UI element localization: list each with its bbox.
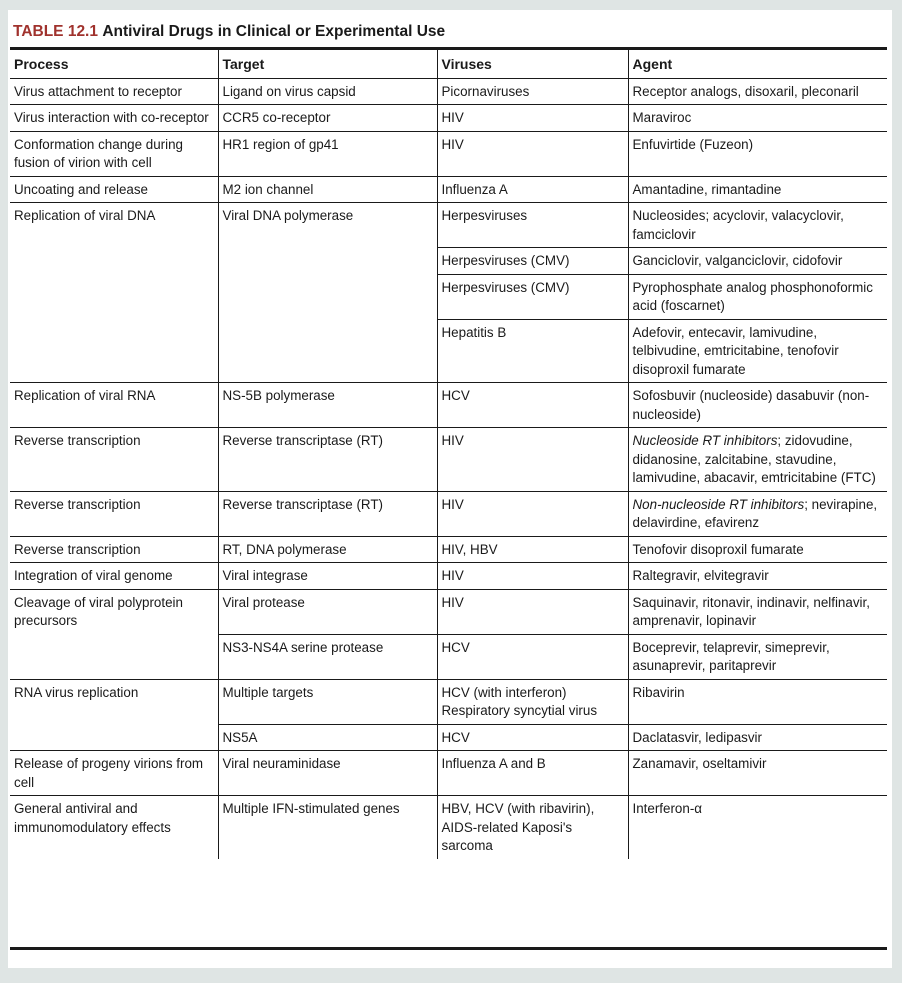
cell-agent: Interferon-α — [628, 796, 887, 859]
agent-list: ; zidovudine, didanosine, zalcitabine, stavudine, lamivudine, abacavir, emtricitabine (FTC) — [632, 433, 876, 485]
table-caption: Antiviral Drugs in Clinical or Experimental Use — [102, 23, 446, 40]
cell-agent: Daclatasvir, ledipasvir — [628, 724, 887, 751]
cell-viruses: Herpesviruses (CMV) — [437, 248, 628, 275]
cell-process: Virus attachment to receptor — [10, 78, 218, 105]
cell-viruses: Herpesviruses — [437, 203, 628, 248]
header-process: Process — [10, 50, 218, 78]
cell-process: Replication of viral DNA — [14, 208, 156, 223]
cell-viruses: Influenza A — [437, 176, 628, 203]
cell-viruses: HIV — [437, 491, 628, 536]
cell-viruses: HCV (with interferon) Respiratory syncytial virus — [437, 679, 628, 724]
cell-viruses: HIV — [437, 563, 628, 590]
cell-agent: Tenofovir disoproxil fumarate — [628, 536, 887, 563]
table-label: TABLE 12.1 — [13, 23, 98, 40]
table-row — [10, 536, 887, 563]
cell-viruses: HCV — [437, 634, 628, 679]
cell-agent: Raltegravir, elvitegravir — [628, 563, 887, 590]
cell-process: Replication of viral RNA — [10, 383, 218, 428]
table-row — [10, 796, 887, 859]
cell-target: Multiple IFN-stimulated genes — [218, 796, 437, 859]
cell-process: General antiviral and immunomodulatory effects — [14, 801, 171, 835]
cell-process: Conformation change during fusion of virion with cell — [10, 131, 218, 176]
agent-list: ; nevirapine, delavirdine, efavirenz — [632, 496, 878, 530]
cell-viruses: HBV, HCV (with ribavirin), AIDS-related Kaposi's sarcoma — [437, 796, 628, 859]
cell-target: RT, DNA polymerase — [218, 536, 437, 563]
cell-agent: Boceprevir, telaprevir, simeprevir, asunaprevir, paritaprevir — [628, 634, 887, 679]
cell-target: Viral neuraminidase — [218, 751, 437, 796]
table-row — [10, 589, 887, 634]
cell-agent: Adefovir, entecavir, lamivudine, telbivudine, emtricitabine, tenofovir disoproxil fumarate — [628, 319, 887, 383]
cell-process: Uncoating and release — [10, 176, 218, 203]
table-row — [10, 751, 887, 796]
cell-viruses: HCV — [437, 724, 628, 751]
table-row — [10, 428, 887, 492]
cell-process: Cleavage of viral polyprotein precursors — [14, 594, 183, 628]
table-row — [10, 383, 887, 428]
cell-target — [218, 248, 437, 275]
table-row — [10, 203, 887, 248]
cell-viruses: HCV — [437, 383, 628, 428]
cell-target: Reverse transcriptase (RT) — [218, 491, 437, 536]
cell-process — [10, 274, 218, 319]
cell-target: CCR5 co-receptor — [218, 105, 437, 132]
table-row — [10, 274, 887, 319]
table-row — [10, 634, 887, 679]
cell-agent: Nucleosides; acyclovir, valacyclovir, famciclovir — [628, 203, 887, 248]
cell-agent — [628, 428, 887, 492]
cell-process — [10, 724, 218, 751]
cell-process: RNA virus replication — [14, 684, 139, 700]
cell-target: NS3-NS4A serine protease — [218, 634, 437, 679]
cell-target: Viral DNA polymerase — [218, 203, 437, 248]
header-agent: Agent — [628, 50, 887, 78]
cell-process: Reverse transcription — [10, 428, 218, 492]
cell-target: Multiple targets — [218, 679, 437, 724]
table-row — [10, 724, 887, 751]
table-row — [10, 491, 887, 536]
cell-target: NS5A — [218, 724, 437, 751]
cell-viruses: HIV — [437, 428, 628, 492]
cell-process: Release of progeny virions from cell — [10, 751, 218, 796]
cell-agent: Amantadine, rimantadine — [628, 176, 887, 203]
header-row — [10, 50, 887, 78]
antiviral-drugs-table — [10, 50, 887, 859]
bottom-rule — [10, 947, 887, 950]
table-row — [10, 78, 887, 105]
cell-target — [218, 319, 437, 383]
cell-agent: Enfuvirtide (Fuzeon) — [628, 131, 887, 176]
cell-process: Reverse transcription — [10, 491, 218, 536]
cell-target: M2 ion channel — [218, 176, 437, 203]
table-row — [10, 563, 887, 590]
table-row — [10, 248, 887, 275]
cell-viruses: HIV — [437, 589, 628, 634]
cell-process: Reverse transcription — [10, 536, 218, 563]
header-target: Target — [218, 50, 437, 78]
cell-target: Viral integrase — [218, 563, 437, 590]
cell-agent: Pyrophosphate analog phosphonoformic acid (foscarnet) — [628, 274, 887, 319]
cell-viruses: Influenza A and B — [437, 751, 628, 796]
cell-agent: Zanamavir, oseltamivir — [628, 751, 887, 796]
cell-viruses: Picornaviruses — [437, 78, 628, 105]
cell-process — [10, 248, 218, 275]
table-row — [10, 176, 887, 203]
cell-viruses: HIV, HBV — [437, 536, 628, 563]
cell-target: NS-5B polymerase — [218, 383, 437, 428]
cell-viruses: HIV — [437, 131, 628, 176]
table-row — [10, 105, 887, 132]
cell-target: HR1 region of gp41 — [218, 131, 437, 176]
cell-viruses: Herpesviruses (CMV) — [437, 274, 628, 319]
cell-viruses: HIV — [437, 105, 628, 132]
table-row — [10, 131, 887, 176]
header-viruses: Viruses — [437, 50, 628, 78]
cell-process — [10, 634, 218, 679]
cell-agent: Ganciclovir, valganciclovir, cidofovir — [628, 248, 887, 275]
agent-class-label: Non-nucleoside RT inhibitors — [632, 496, 805, 512]
cell-target: Viral protease — [218, 589, 437, 634]
cell-process: Integration of viral genome — [10, 563, 218, 590]
cell-target: Ligand on virus capsid — [218, 78, 437, 105]
cell-target: Reverse transcriptase (RT) — [218, 428, 437, 492]
cell-agent — [628, 491, 887, 536]
cell-process: Virus interaction with co-receptor — [10, 105, 218, 132]
cell-agent: Maraviroc — [628, 105, 887, 132]
cell-agent: Saquinavir, ritonavir, indinavir, nelfinavir, amprenavir, lopinavir — [628, 589, 887, 634]
cell-agent: Sofosbuvir (nucleoside) dasabuvir (non-nucleoside) — [628, 383, 887, 428]
cell-viruses: Hepatitis B — [437, 319, 628, 383]
cell-target — [218, 274, 437, 319]
table-row — [10, 319, 887, 383]
table-title — [13, 21, 445, 43]
cell-agent: Receptor analogs, disoxaril, pleconaril — [628, 78, 887, 105]
table-row — [10, 679, 887, 724]
cell-agent: Ribavirin — [628, 679, 887, 724]
agent-class-label: Nucleoside RT inhibitors — [632, 433, 778, 448]
cell-process — [10, 319, 218, 383]
